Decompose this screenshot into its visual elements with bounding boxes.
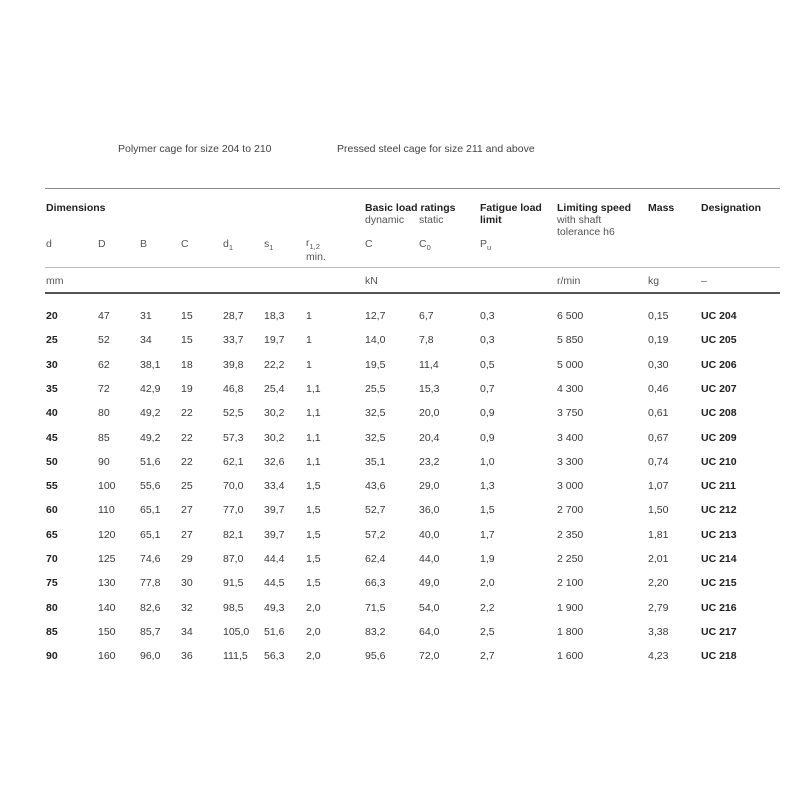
cell-r: 2,0	[306, 650, 321, 662]
cell-c0: 54,0	[419, 602, 440, 614]
cell-c: 27	[181, 529, 193, 541]
cell-d: 110	[98, 504, 115, 516]
cell-mass: 0,30	[648, 359, 669, 371]
cell-d1: 91,5	[223, 577, 244, 589]
cell-cdyn: 12,7	[365, 310, 386, 322]
cell-d1: 82,1	[223, 529, 244, 541]
cell-b: 82,6	[140, 602, 161, 614]
cell-s1: 44,4	[264, 553, 285, 565]
unit-rpm: r/min	[557, 275, 581, 287]
cell-d: 47	[98, 310, 110, 322]
cell-r: 1,1	[306, 407, 321, 419]
cell-cdyn: 83,2	[365, 626, 386, 638]
symbol-C0: $C_0$	[419, 238, 431, 253]
cell-d1: 62,1	[223, 456, 244, 468]
cell-d: 20	[46, 310, 58, 322]
cell-c: 22	[181, 456, 193, 468]
unit-kN: kN	[365, 275, 378, 287]
cell-designation: UC 214	[701, 553, 737, 565]
cell-designation: UC 204	[701, 310, 737, 322]
cell-cdyn: 35,1	[365, 456, 386, 468]
cell-mass: 1,07	[648, 480, 669, 492]
cell-d: 85	[46, 626, 58, 638]
cell-s1: 30,2	[264, 407, 285, 419]
cell-b: 49,2	[140, 407, 161, 419]
cell-cdyn: 66,3	[365, 577, 386, 589]
header-dimensions: Dimensions	[46, 202, 106, 214]
symbol-C-dynamic: C	[365, 238, 373, 250]
cell-d: 85	[98, 432, 110, 444]
cell-s1: 49,3	[264, 602, 285, 614]
cell-b: 85,7	[140, 626, 161, 638]
cell-designation: UC 207	[701, 383, 737, 395]
caption-steel-cage: Pressed steel cage for size 211 and above	[337, 143, 535, 155]
cell-c: 25	[181, 480, 193, 492]
cell-b: 77,8	[140, 577, 161, 589]
cell-b: 65,1	[140, 504, 161, 516]
cell-d: 90	[46, 650, 58, 662]
cell-d1: 39,8	[223, 359, 244, 371]
cell-b: 96,0	[140, 650, 161, 662]
header-designation: Designation	[701, 202, 762, 214]
cell-designation: UC 216	[701, 602, 737, 614]
cell-r: 1,5	[306, 577, 321, 589]
cell-pu: 2,0	[480, 577, 495, 589]
cell-b: 42,9	[140, 383, 161, 395]
cell-d1: 57,3	[223, 432, 244, 444]
cell-cdyn: 14,0	[365, 334, 386, 346]
cell-mass: 2,79	[648, 602, 669, 614]
cell-d1: 70,0	[223, 480, 244, 492]
cell-d: 52	[98, 334, 110, 346]
cell-d1: 98,5	[223, 602, 244, 614]
cell-c: 22	[181, 432, 193, 444]
cell-c: 19	[181, 383, 193, 395]
cell-s1: 56,3	[264, 650, 285, 662]
header-dynamic: dynamic	[365, 214, 405, 226]
cell-d1: 33,7	[223, 334, 244, 346]
header-fatigue-load: Fatigue load	[480, 202, 542, 214]
cell-r: 1,5	[306, 480, 321, 492]
cell-d: 130	[98, 577, 116, 589]
cell-r: 1	[306, 334, 312, 346]
cell-b: 74,6	[140, 553, 161, 565]
cell-c0: 20,0	[419, 407, 440, 419]
symbol-C: C	[181, 238, 189, 250]
cell-cdyn: 52,7	[365, 504, 386, 516]
unit-dash: –	[701, 275, 707, 287]
cell-mass: 0,15	[648, 310, 669, 322]
cell-cdyn: 43,6	[365, 480, 386, 492]
cell-speed: 1 600	[557, 650, 584, 662]
cell-pu: 2,7	[480, 650, 495, 662]
cell-speed: 2 350	[557, 529, 584, 541]
cell-r: 1,5	[306, 553, 321, 565]
table-top-rule	[45, 188, 780, 189]
cell-s1: 33,4	[264, 480, 285, 492]
cell-pu: 0,3	[480, 334, 495, 346]
cell-c: 15	[181, 310, 193, 322]
units-rule	[45, 267, 780, 268]
cell-r: 1	[306, 359, 312, 371]
cell-c0: 40,0	[419, 529, 440, 541]
cell-c: 22	[181, 407, 193, 419]
cell-c0: 23,2	[419, 456, 440, 468]
cell-pu: 1,0	[480, 456, 495, 468]
cell-s1: 18,3	[264, 310, 285, 322]
header-with-shaft: with shaft	[557, 214, 602, 226]
cell-mass: 3,38	[648, 626, 669, 638]
cell-d: 140	[98, 602, 116, 614]
caption-polymer-cage: Polymer cage for size 204 to 210	[118, 143, 272, 155]
cell-c: 15	[181, 334, 193, 346]
cell-cdyn: 25,5	[365, 383, 386, 395]
cell-d: 90	[98, 456, 110, 468]
cell-s1: 51,6	[264, 626, 285, 638]
cell-speed: 2 700	[557, 504, 584, 516]
cell-s1: 39,7	[264, 529, 285, 541]
cell-c: 34	[181, 626, 193, 638]
cell-d: 80	[46, 602, 58, 614]
cell-d: 80	[98, 407, 110, 419]
cell-d: 150	[98, 626, 116, 638]
cell-mass: 0,67	[648, 432, 669, 444]
cell-designation: UC 206	[701, 359, 737, 371]
cell-c0: 20,4	[419, 432, 440, 444]
cell-designation: UC 205	[701, 334, 737, 346]
cell-c0: 36,0	[419, 504, 440, 516]
symbol-B: B	[140, 238, 148, 250]
cell-b: 38,1	[140, 359, 161, 371]
cell-pu: 1,7	[480, 529, 495, 541]
symbol-r12: $r_{1,2}$ min.	[306, 237, 326, 264]
cell-cdyn: 57,2	[365, 529, 386, 541]
header-fatigue-limit: limit	[480, 214, 502, 226]
cell-speed: 6 500	[557, 310, 584, 322]
cell-b: 34	[140, 334, 152, 346]
data-top-rule	[45, 292, 780, 294]
cell-s1: 22,2	[264, 359, 285, 371]
cell-r: 1,5	[306, 504, 321, 516]
cell-speed: 4 300	[557, 383, 584, 395]
cell-b: 51,6	[140, 456, 161, 468]
cell-d1: 46,8	[223, 383, 244, 395]
cell-d: 75	[46, 577, 58, 589]
cell-c: 18	[181, 359, 193, 371]
header-static: static	[419, 214, 444, 226]
cell-r: 1,1	[306, 383, 321, 395]
cell-d: 160	[98, 650, 116, 662]
cell-cdyn: 71,5	[365, 602, 386, 614]
cell-c0: 15,3	[419, 383, 440, 395]
cell-designation: UC 211	[701, 480, 737, 492]
cell-c: 32	[181, 602, 193, 614]
cell-c: 29	[181, 553, 193, 565]
cell-mass: 0,46	[648, 383, 669, 395]
cell-r: 1,1	[306, 432, 321, 444]
cell-speed: 5 000	[557, 359, 584, 371]
cell-cdyn: 95,6	[365, 650, 386, 662]
cell-mass: 2,20	[648, 577, 669, 589]
cell-designation: UC 208	[701, 407, 737, 419]
cell-mass: 1,81	[648, 529, 669, 541]
cell-pu: 1,9	[480, 553, 495, 565]
cell-d: 35	[46, 383, 58, 395]
cell-r: 1	[306, 310, 312, 322]
cell-designation: UC 215	[701, 577, 737, 589]
cell-s1: 30,2	[264, 432, 285, 444]
cell-pu: 0,3	[480, 310, 495, 322]
cell-designation: UC 218	[701, 650, 737, 662]
cell-designation: UC 212	[701, 504, 737, 516]
cell-d: 65	[46, 529, 58, 541]
cell-c: 36	[181, 650, 193, 662]
cell-d: 100	[98, 480, 116, 492]
cell-b: 49,2	[140, 432, 161, 444]
cell-d: 50	[46, 456, 58, 468]
cell-mass: 1,50	[648, 504, 669, 516]
symbol-Pu: $P_u$	[480, 238, 492, 253]
cell-d: 45	[46, 432, 58, 444]
cell-r: 1,1	[306, 456, 321, 468]
cell-speed: 3 400	[557, 432, 584, 444]
cell-d1: 87,0	[223, 553, 244, 565]
cell-designation: UC 209	[701, 432, 737, 444]
cell-c0: 6,7	[419, 310, 434, 322]
cell-d: 40	[46, 407, 58, 419]
cell-speed: 2 250	[557, 553, 584, 565]
cell-c0: 29,0	[419, 480, 440, 492]
cell-mass: 0,74	[648, 456, 669, 468]
header-mass: Mass	[648, 202, 675, 214]
cell-d: 70	[46, 553, 58, 565]
symbol-D: D	[98, 238, 106, 250]
cell-r: 2,0	[306, 602, 321, 614]
cell-b: 65,1	[140, 529, 161, 541]
cell-cdyn: 19,5	[365, 359, 386, 371]
cell-speed: 2 100	[557, 577, 584, 589]
cell-speed: 3 300	[557, 456, 584, 468]
cell-c0: 64,0	[419, 626, 440, 638]
cell-d1: 77,0	[223, 504, 244, 516]
cell-c0: 44,0	[419, 553, 440, 565]
cell-d: 125	[98, 553, 116, 565]
cell-c0: 11,4	[419, 359, 439, 371]
symbol-s1: $s_1$	[264, 238, 274, 253]
cell-s1: 39,7	[264, 504, 285, 516]
cell-d1: 52,5	[223, 407, 244, 419]
cell-d: 72	[98, 383, 110, 395]
cell-mass: 4,23	[648, 650, 669, 662]
cell-d1: 111,5	[223, 650, 248, 662]
cell-c0: 49,0	[419, 577, 440, 589]
cell-mass: 2,01	[648, 553, 669, 565]
cell-mass: 0,61	[648, 407, 669, 419]
cell-r: 2,0	[306, 626, 321, 638]
cell-cdyn: 32,5	[365, 432, 386, 444]
cell-b: 55,6	[140, 480, 161, 492]
cell-cdyn: 62,4	[365, 553, 386, 565]
cell-b: 31	[140, 310, 152, 322]
cell-d1: 105,0	[223, 626, 250, 638]
unit-kg: kg	[648, 275, 660, 287]
cell-s1: 44,5	[264, 577, 285, 589]
cell-speed: 1 900	[557, 602, 584, 614]
cell-d: 55	[46, 480, 58, 492]
symbol-d: d	[46, 238, 52, 250]
header-basic-load-ratings: Basic load ratings	[365, 202, 456, 214]
cell-cdyn: 32,5	[365, 407, 386, 419]
cell-pu: 2,2	[480, 602, 495, 614]
cell-d: 120	[98, 529, 116, 541]
cell-speed: 5 850	[557, 334, 584, 346]
cell-pu: 0,9	[480, 407, 495, 419]
cell-designation: UC 213	[701, 529, 737, 541]
cell-r: 1,5	[306, 529, 321, 541]
cell-designation: UC 210	[701, 456, 737, 468]
cell-d: 30	[46, 359, 58, 371]
cell-speed: 3 000	[557, 480, 584, 492]
cell-designation: UC 217	[701, 626, 737, 638]
cell-s1: 19,7	[264, 334, 285, 346]
cell-pu: 1,3	[480, 480, 495, 492]
cell-pu: 0,7	[480, 383, 495, 395]
cell-d1: 28,7	[223, 310, 244, 322]
unit-mm: mm	[46, 275, 64, 287]
cell-pu: 2,5	[480, 626, 495, 638]
cell-pu: 0,5	[480, 359, 495, 371]
header-limiting-speed: Limiting speed	[557, 202, 632, 214]
cell-speed: 1 800	[557, 626, 584, 638]
cell-c: 30	[181, 577, 193, 589]
header-tolerance: tolerance h6	[557, 226, 615, 238]
cell-pu: 0,9	[480, 432, 495, 444]
cell-c: 27	[181, 504, 193, 516]
cell-speed: 3 750	[557, 407, 584, 419]
cell-mass: 0,19	[648, 334, 669, 346]
cell-s1: 32,6	[264, 456, 285, 468]
cell-pu: 1,5	[480, 504, 495, 516]
cell-c0: 7,8	[419, 334, 434, 346]
cell-s1: 25,4	[264, 383, 285, 395]
cell-d: 62	[98, 359, 110, 371]
cell-d: 25	[46, 334, 58, 346]
symbol-d1: $d_1$	[223, 238, 234, 253]
cell-c0: 72,0	[419, 650, 440, 662]
cell-d: 60	[46, 504, 58, 516]
